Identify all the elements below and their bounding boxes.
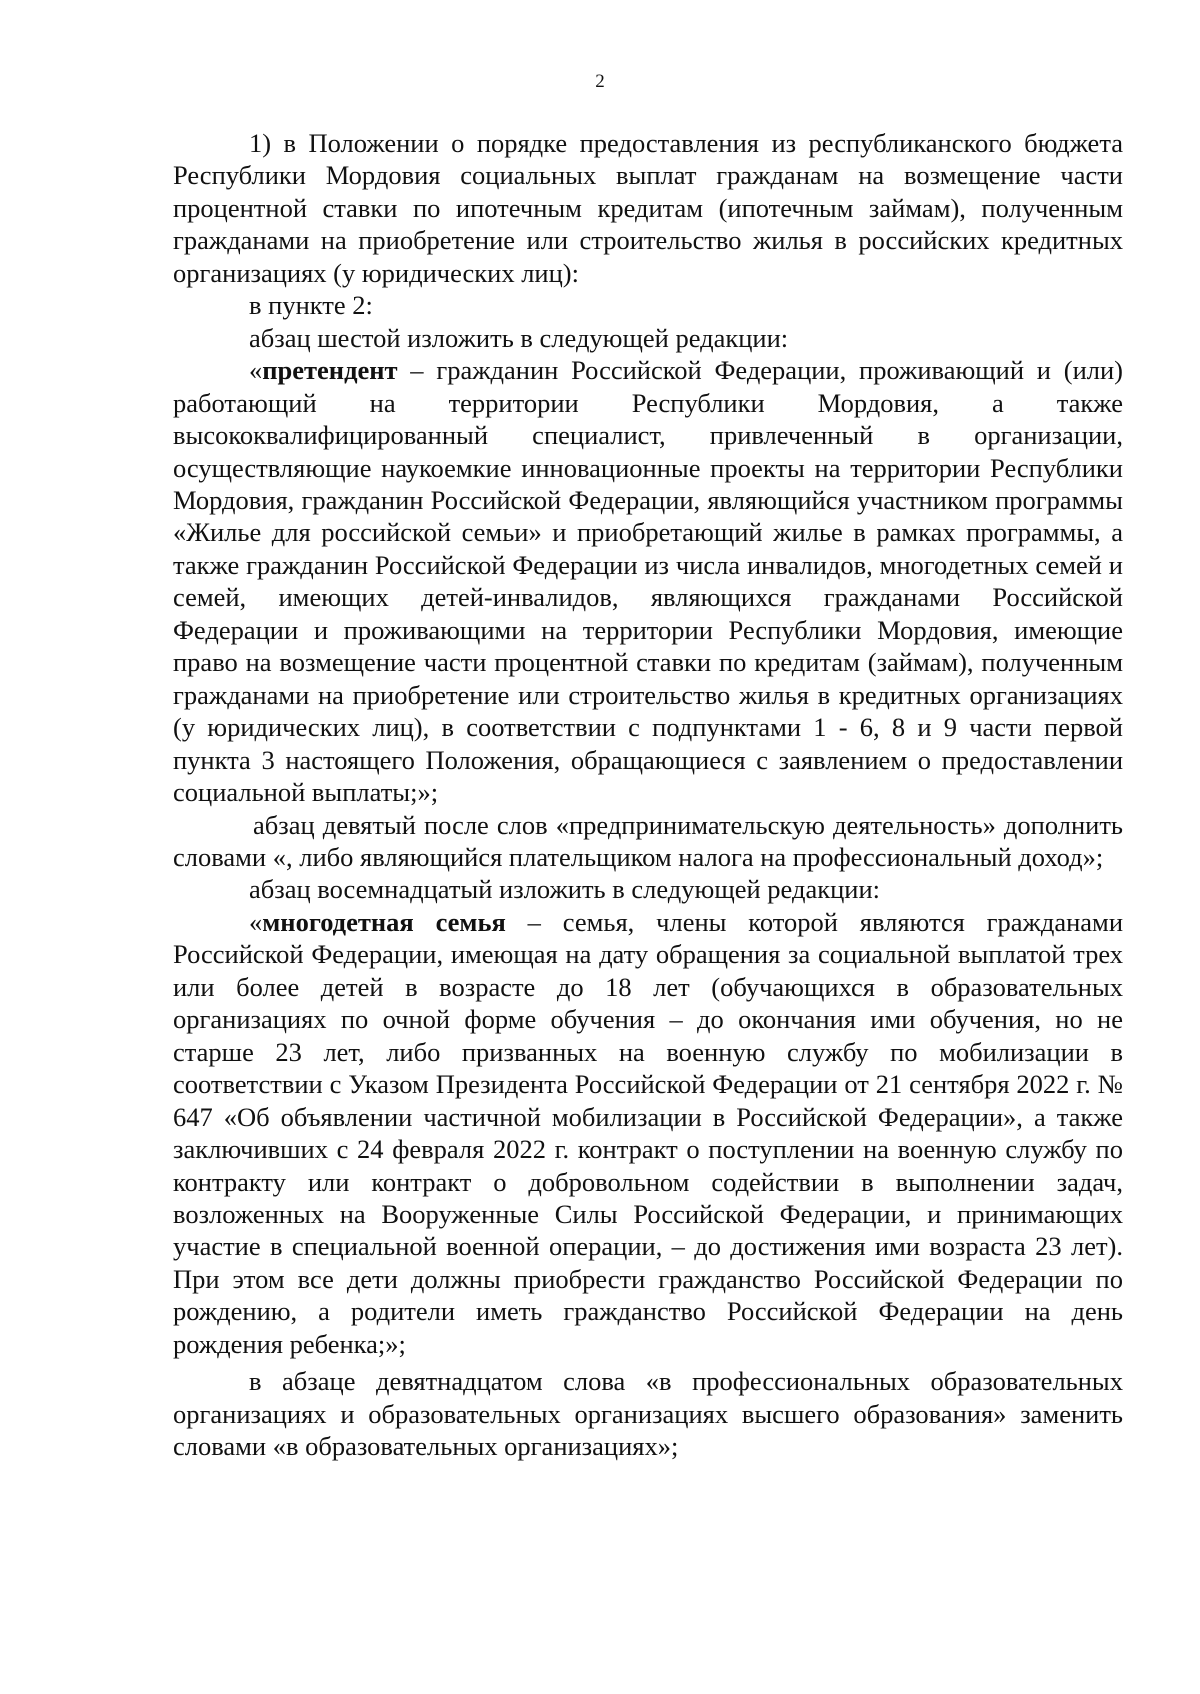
paragraph-eighteenth-abzac: абзац восемнадцатый изложить в следующей редакции:	[249, 874, 880, 905]
paragraph-point-2: в пункте 2:	[249, 290, 373, 321]
definition-text-pretendent: – гражданин Российской Федерации, проживающий и (или) работающий на территории Республики Мордовия, а также высококвалифицированный специалист, привлеченный в организации, осуществляющие наукоемкие инновационные проекты на территории Республики Мордовия, гражданин Российской Федерации, являющийся участником программы «Жилье для российской семьи» и приобретающий жилье в рамках программы, а также гражданин Российской Федерации из числа инвалидов, многодетных семей и семей, имеющих детей-инвалидов, являющихся гражданами Российской Федерации и проживающими на территории Республики Мордовия, имеющие право на возмещение части процентной ставки по кредитам (займам), полученным гражданами на приобретение или строительство жилья в кредитных организациях (у юридических лиц), в соответствии с подпунктами 1 - 6, 8 и 9 части первой пункта 3 настоящего Положения, обращающиеся с заявлением о предоставлении социальной выплаты;»;	[173, 355, 1123, 808]
paragraph-definition-large-family	[173, 906, 1123, 1360]
paragraph-definition-pretendent	[173, 354, 1123, 808]
defined-term-large-family: многодетная семья	[262, 906, 506, 937]
definition-text-large-family: – семья, члены которой являются гражданами Российской Федерации, имеющая на дату обращения за социальной выплатой трех или более детей в возрасте до 18 лет (обучающихся в образовательных организациях по очной форме обучения – до окончания ими обучения, но не старше 23 лет, либо призванных на военную службу по мобилизации в соответствии с Указом Президента Российской Федерации от 21 сентября 2022 г. № 647 «Об объявлении частичной мобилизации в Российской Федерации», а также заключивших с 24 февраля 2022 г. контракт о поступлении на военную службу по контракту или контракт о добровольном содействии в выполнении задач, возложенных на Вооруженные Силы Российской Федерации, и принимающих участие в специальной военной операции, – до достижения ими возраста 23 лет). При этом все дети должны приобрести гражданство Российской Федерации по рождению, а родители иметь гражданство Российской Федерации на день рождения ребенка;»;	[173, 906, 1124, 1359]
open-quote: «	[249, 906, 263, 937]
page-number: 2	[595, 71, 605, 92]
paragraph-sixth-abzac: абзац шестой изложить в следующей редакции:	[249, 322, 789, 353]
defined-term-pretendent: претендент	[262, 355, 398, 386]
document-body	[173, 127, 1123, 1463]
paragraph-ninth-abzac: абзац девятый после слов «предпринимательскую деятельность» дополнить словами «, либо являющийся плательщиком налога на профессиональный доход»;	[173, 809, 1123, 872]
paragraph-amendment-intro: 1) в Положении о порядке предоставления из республиканского бюджета Республики Мордовия социальных выплат гражданам на возмещение части процентной ставки по ипотечным кредитам (ипотечным займам), полученным гражданами на приобретение или строительство жилья в российских кредитных организациях (у юридических лиц):	[173, 128, 1123, 288]
paragraph-nineteenth-abzac: в абзаце девятнадцатом слова «в профессиональных образовательных организациях и образовательных организациях высшего образования» заменить словами «в образовательных организациях»;	[173, 1366, 1123, 1462]
open-quote: «	[249, 355, 263, 386]
